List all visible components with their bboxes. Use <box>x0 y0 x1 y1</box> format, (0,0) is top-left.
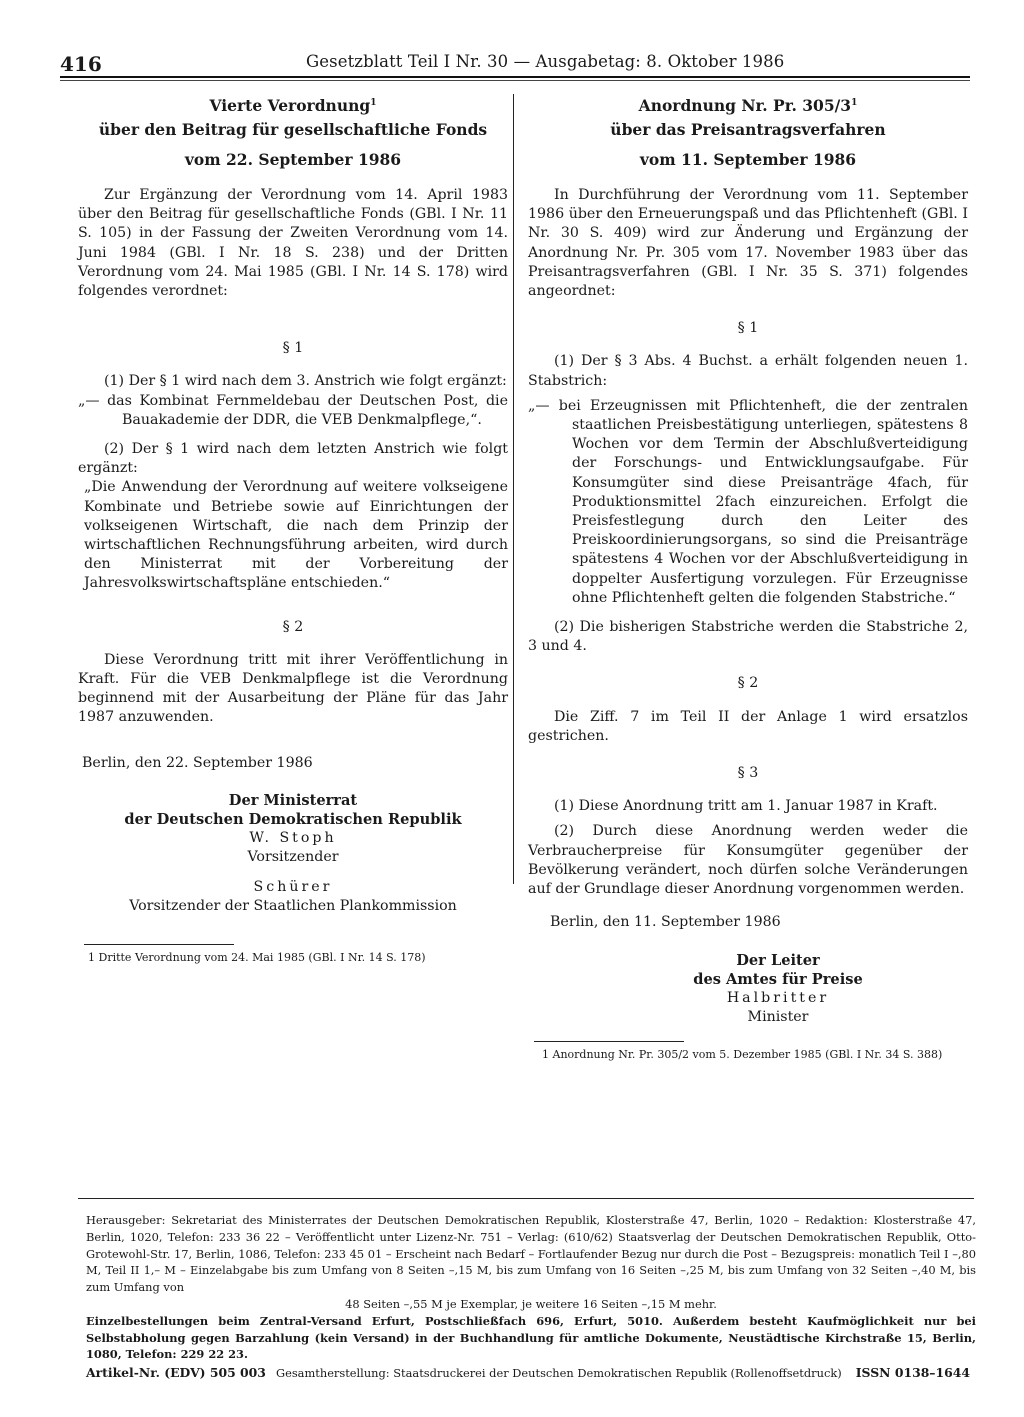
right-signature-block <box>588 951 968 1028</box>
imprint-prices-cont: 48 Seiten –,55 M je Exemplar, je weitere 16 Seiten –,15 M mehr. <box>345 1296 717 1311</box>
right-title-block <box>528 94 968 172</box>
right-s1-item: „— bei Erzeugnissen mit Pflichtenheft, die der zentralen staatlichen Preisbestätigung unterliegen, spätestens 8 Wochen vor dem Termin der Abschlußverteidigung der Forschungs- und Entwicklungsaufgabe. Für Konsumgüter sind diese Preisanträge 4fach, für Produktionsmittel 2fach einzureichen. Erfolgt die Preisfestlegung durch den Leiter des Preiskoordinierungsorgans, so sind die Preisanträge spätestens 4 Wochen vor der Abschlußverteidigung in doppelter Ausfertigung vorzulegen. Für Erzeugnisse ohne Pflichtenheft gelten die folgenden Stabstriche.“ <box>528 397 968 606</box>
left-s2-text: Diese Verordnung tritt mit ihrer Veröffentlichung in Kraft. Für die VEB Denkmalpflege ist die Verordnung beginnend mit der Ausarbeitung der Pläne für das Jahr 1987 anzuwenden. <box>78 651 508 726</box>
left-s1-item: „— das Kombinat Fernmeldebau der Deutschen Post, die Bauakademie der DDR, die VEB Denkmalpflege,“. <box>78 392 508 428</box>
imprint-orders: Einzelbestellungen beim Zentral-Versand Erfurt, Postschließfach 696, Erfurt, 5010. Außerdem besteht Kaufmöglichkeit nur bei Selbstabholung gegen Barzahlung (kein Versand) in der Buchhandlung für amtliche Dokumente, Neustädtische Kirchstraße 15, Berlin, 1080, Telefon: 229 22 23. <box>86 1313 976 1362</box>
left-section-1-heading: § 1 <box>282 340 304 357</box>
right-title-date: vom 11. September 1986 <box>639 150 857 169</box>
left-signature-block <box>78 791 508 916</box>
right-s1-paragraph-1: (1) Der § 3 Abs. 4 Buchst. a erhält folgenden neuen 1. Stabstrich: <box>528 353 968 389</box>
left-title-block <box>78 94 508 172</box>
left-sig-role1: Vorsitzender <box>247 849 339 866</box>
left-s1-quote: „Die Anwendung der Verordnung auf weitere volkseigene Kombinate und Betriebe sowie auf Einrichtungen der volkseigenen Wirtschaft, die nach dem Prinzip der wirtschaftlichen Rechnungsführung arbeiten, wird durch den Ministerrat mit der Vorbereitung der Jahresvolkswirtschaftspläne entschieden.“ <box>84 479 508 592</box>
left-title-line2: über den Beitrag für gesellschaftliche Fonds <box>98 120 488 139</box>
page-number: 416 <box>60 52 102 76</box>
imprint-bottom-row <box>86 1363 976 1383</box>
article-number: Artikel-Nr. (EDV) 505 003 <box>86 1365 266 1381</box>
right-s2-text: Die Ziff. 7 im Teil II der Anlage 1 wird ersatzlos gestrichen. <box>528 708 968 744</box>
right-title-line1: Anordnung Nr. Pr. 305/3 <box>638 96 852 115</box>
left-s1-paragraph-1: (1) Der § 1 wird nach dem 3. Anstrich wie folgt ergänzt: <box>104 373 507 390</box>
right-column <box>528 94 968 1062</box>
page-header <box>60 48 980 76</box>
right-sig-role: Minister <box>747 1009 809 1026</box>
right-footnote-rule <box>534 1041 684 1042</box>
header-rule <box>60 76 970 78</box>
left-sig-name2: Schürer <box>253 878 333 895</box>
left-section-2-heading: § 2 <box>282 618 304 635</box>
right-sig-body1: Der Leiter <box>736 951 820 969</box>
left-s1-paragraph-2: (2) Der § 1 wird nach dem letzten Anstrich wie folgt ergänzt: <box>78 441 508 477</box>
right-section-1-heading: § 1 <box>737 320 759 337</box>
imprint-publisher: Herausgeber: Sekretariat des Ministerrates der Deutschen Demokratischen Republik, Klosterstraße 47, Berlin, 1020 – Redaktion: Klosterstraße 47, Berlin, 1020, Telefon: 233 36 22 – Veröffentlicht unter Lizenz-Nr. 751 – Verlag: (610/62) Staatsverlag der Deutschen Demokratischen Republik, Otto-Grotewohl-Str. 17, Berlin, 1086, Telefon: 233 45 01 – Erscheint nach Bedarf – Fortlaufender Bezug nur durch die Post – Bezugspreis: monatlich Teil I –,80 M, Teil II 1,– M – Einzelabgabe bis zum Umfang von 8 Seiten –,15 M, bis zum Umfang von 16 Seiten –,25 M, bis zum Umfang von 32 Seiten –,40 M, bis zum Umfang von <box>86 1213 976 1295</box>
left-footnote: 1 Dritte Verordnung vom 24. Mai 1985 (GBl. I Nr. 14 S. 178) <box>88 951 426 965</box>
left-sig-body1: Der Ministerrat <box>228 791 358 809</box>
right-title-line2: über das Preisantragsverfahren <box>610 120 886 139</box>
right-s3-paragraph-2: (2) Durch diese Anordnung werden weder die Verbraucherpreise für Konsumgüter gegenüber der Bevölkerung verändert, noch dürfen solche Veränderungen auf der Grundlage dieser Anordnung vorgenommen werden. <box>528 823 968 898</box>
left-footnote-rule <box>84 944 234 945</box>
left-title-line1: Vierte Verordnung <box>209 96 371 115</box>
issn: ISSN 0138–1644 <box>855 1365 970 1381</box>
right-s3-paragraph-1: (1) Diese Anordnung tritt am 1. Januar 1987 in Kraft. <box>554 798 938 815</box>
left-sig-body2: der Deutschen Demokratischen Republik <box>124 811 462 829</box>
imprint-block <box>86 1212 976 1383</box>
printer-credit: Gesamtherstellung: Staatsdruckerei der Deutschen Demokratischen Republik (Rollenoffsetdruck) <box>276 1366 842 1381</box>
left-sig-role2: Vorsitzender der Staatlichen Plankommission <box>129 897 457 914</box>
left-title-footnote-mark: 1 <box>370 97 377 108</box>
gazette-title: Gesetzblatt Teil I Nr. 30 — Ausgabetag: 8. Oktober 1986 <box>306 52 785 71</box>
right-title-footnote-mark: 1 <box>851 97 858 108</box>
column-divider <box>513 94 514 884</box>
right-section-2-heading: § 2 <box>737 675 759 692</box>
header-rule-thin <box>60 80 970 81</box>
right-sig-body2: des Amtes für Preise <box>693 970 863 988</box>
left-intro: Zur Ergänzung der Verordnung vom 14. April 1983 über den Beitrag für gesellschaftliche Fonds (GBl. I Nr. 11 S. 105) in der Fassung der Zweiten Verordnung vom 14. Juni 1984 (GBl. I Nr. 18 S. 238) und der Dritten Verordnung vom 24. Mai 1985 (GBl. I Nr. 14 S. 178) wird folgendes verordnet: <box>78 187 508 300</box>
left-title-date: vom 22. September 1986 <box>184 150 402 169</box>
left-place-date: Berlin, den 22. September 1986 <box>82 754 313 771</box>
right-s1-paragraph-2: (2) Die bisherigen Stabstriche werden die Stabstriche 2, 3 und 4. <box>528 619 968 655</box>
imprint-rule <box>78 1198 974 1199</box>
left-sig-name1: W. Stoph <box>249 830 337 847</box>
right-footnote: 1 Anordnung Nr. Pr. 305/2 vom 5. Dezember 1985 (GBl. I Nr. 34 S. 388) <box>542 1048 943 1062</box>
left-column <box>78 94 508 965</box>
right-section-3-heading: § 3 <box>737 765 759 782</box>
right-sig-name: Halbritter <box>726 989 830 1006</box>
right-intro: In Durchführung der Verordnung vom 11. September 1986 über den Erneuerungspaß und das Pflichtenheft (GBl. I Nr. 30 S. 409) wird zur Änderung und Ergänzung der Anordnung Nr. Pr. 305 vom 17. November 1983 über das Preisantragsverfahren (GBl. I Nr. 35 S. 371) folgendes angeordnet: <box>528 187 968 300</box>
right-place-date: Berlin, den 11. September 1986 <box>550 914 781 931</box>
